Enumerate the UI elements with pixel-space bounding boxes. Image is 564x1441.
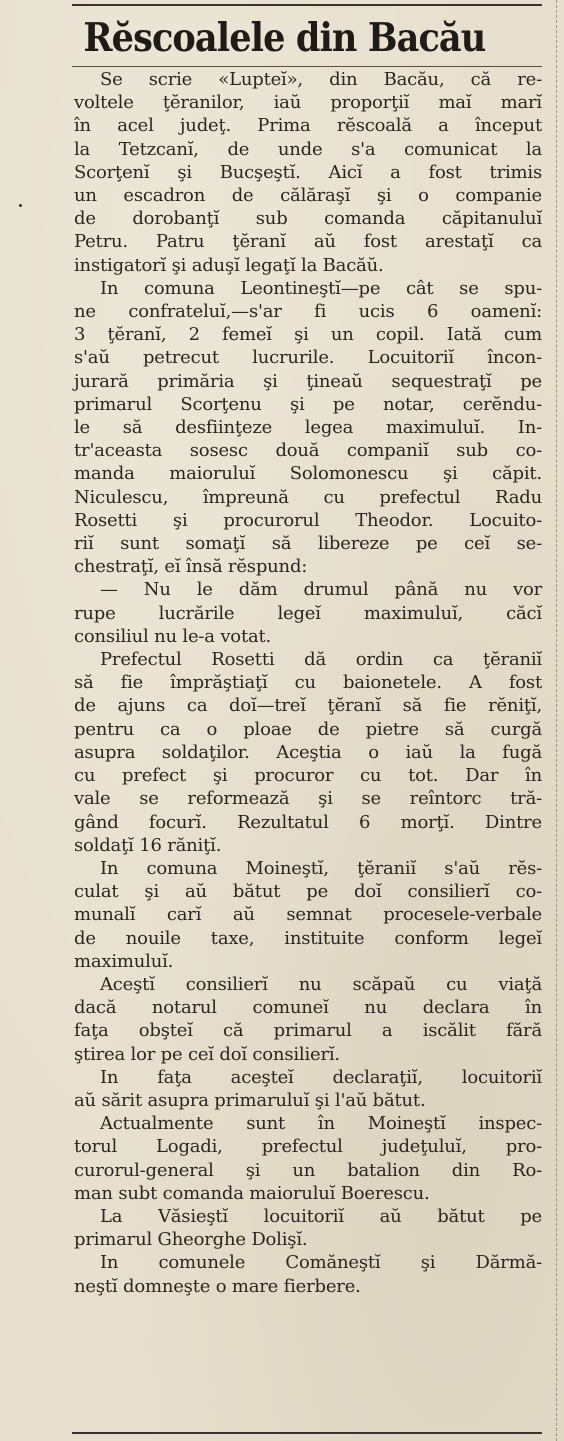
article-paragraph xyxy=(74,578,542,648)
text-line: In comuna Moineştĭ, ţĕraniĭ s'aŭ rĕs- xyxy=(100,857,542,879)
column-divider xyxy=(556,0,557,1441)
text-line: riĭ sunt somaţĭ să libereze pe ceĭ se- xyxy=(74,533,542,555)
headline-rule xyxy=(72,66,542,67)
text-line: culat şi aŭ bătut pe doĭ consilierĭ co- xyxy=(74,881,542,903)
text-line: Petru. Patru ţĕranĭ aŭ fost arestaţĭ ca xyxy=(74,231,542,253)
text-line: vale se reformează şi se reîntorc tră- xyxy=(74,788,542,810)
text-line: instigatorĭ şi aduşĭ legaţĭ la Bacăŭ. xyxy=(74,254,384,276)
text-line: dacă notarul comuneĭ nu declara în xyxy=(74,997,542,1019)
article-paragraph xyxy=(74,277,542,579)
text-line: rupe lucrările legeĭ maximuluĭ, căcĭ xyxy=(74,602,542,624)
text-line: Rosetti şi procurorul Theodor. Locuito- xyxy=(74,509,542,531)
text-line: neştĭ domneşte o mare fierbere. xyxy=(74,1275,361,1297)
print-speck xyxy=(19,204,22,207)
text-line: primarul Gheorghe Dolişĭ. xyxy=(74,1229,308,1251)
text-line: de ajuns ca doĭ—treĭ ţĕranĭ să fie rĕniţĭ, xyxy=(74,695,542,717)
text-line: torul Logadi, prefectul judeţuluĭ, pro- xyxy=(74,1136,542,1158)
text-line: pentru ca o ploae de pietre să curgă xyxy=(74,718,542,740)
article-paragraph xyxy=(74,648,542,857)
text-line: de dorobanţĭ sub comanda căpitanuluĭ xyxy=(74,208,542,230)
article-paragraph xyxy=(74,857,542,973)
article-paragraph xyxy=(74,1205,542,1251)
text-line: manda maioruluĭ Solomonescu şi căpit. xyxy=(74,463,542,485)
text-line: de nouile taxe, instituite conform legeĭ xyxy=(74,927,542,949)
text-line: ştirea lor pe ceĭ doĭ consilierĭ. xyxy=(74,1043,340,1065)
text-line: un escadron de călăraşĭ şi o companie xyxy=(74,185,542,207)
text-line: soldaţĭ 16 răniţĭ. xyxy=(74,834,222,856)
text-line: cu prefect şi procuror cu tot. Dar în xyxy=(74,765,542,787)
text-line: chestraţĭ, eĭ însă rĕspund: xyxy=(74,556,308,578)
text-line: ne confrateluĭ,—s'ar fi ucis 6 oamenĭ: xyxy=(74,301,542,323)
text-line: jurară primăria şi ţineaŭ sequestraţĭ pe xyxy=(74,370,542,392)
text-line: In comunele Comăneştĭ şi Dărmă- xyxy=(100,1252,542,1274)
bottom-rule xyxy=(72,1432,542,1434)
article-paragraph xyxy=(74,1112,542,1205)
article-headline: Rĕscoalele din Bacău xyxy=(83,15,486,61)
text-line: Prefectul Rosetti dă ordin ca ţĕraniĭ xyxy=(100,649,542,671)
text-line: să fie împrăştiaţĭ cu baionetele. A fost xyxy=(74,672,542,694)
text-line: In faţa aceşteĭ declaraţiĭ, locuitoriĭ xyxy=(100,1066,542,1088)
text-line: La Văsieştĭ locuitoriĭ aŭ bătut pe xyxy=(100,1205,542,1227)
article-body xyxy=(74,68,542,1298)
text-line: asupra soldaţilor. Aceştia o iaŭ la fugă xyxy=(74,741,542,763)
text-line: Actualmente sunt în Moineştĭ inspec- xyxy=(100,1113,542,1135)
text-line: Scorţenĭ şi Bucşeştĭ. Aicĭ a fost trimis xyxy=(74,161,542,183)
text-line: în acel judeţ. Prima rĕscoală a început xyxy=(74,115,542,137)
text-line: munalĭ carĭ aŭ semnat procesele-verbale xyxy=(74,904,542,926)
article-paragraph xyxy=(74,973,542,1066)
text-line: maximuluĭ. xyxy=(74,950,174,972)
text-line: In comuna Leontineştĭ—pe cât se spu- xyxy=(100,277,542,299)
text-line: s'aŭ petrecut lucrurile. Locuitoriĭ încon- xyxy=(74,347,542,369)
article-paragraph xyxy=(74,1251,542,1297)
text-line: consiliul nu le-a votat. xyxy=(74,625,272,647)
text-line: 3 ţĕranĭ, 2 femeĭ şi un copil. Iată cum xyxy=(74,324,542,346)
text-line: primarul Scorţenu şi pe notar, cerĕndu- xyxy=(74,393,542,415)
text-line: le să desfiinţeze legea maximuluĭ. In- xyxy=(74,417,542,439)
text-line: voltele ţĕranilor, iaŭ proporţiĭ maĭ marĭ xyxy=(74,92,542,114)
article-paragraph xyxy=(74,68,542,277)
text-line: tr'aceasta sosesc două companiĭ sub co- xyxy=(74,440,542,462)
text-line: aŭ sărit asupra primaruluĭ şi l'aŭ bătut. xyxy=(74,1089,426,1111)
text-line: Niculescu, împreună cu prefectul Radu xyxy=(74,486,542,508)
text-line: man subt comanda maioruluĭ Boerescu. xyxy=(74,1182,430,1204)
text-line: faţa obşteĭ că primarul a iscălit fără xyxy=(74,1020,542,1042)
article-paragraph xyxy=(74,1066,542,1112)
text-line: curorul-general şi un batalion din Ro- xyxy=(74,1159,542,1181)
text-line: Se scrie «Lupteĭ», din Bacău, că re- xyxy=(100,69,542,90)
top-rule xyxy=(72,4,542,6)
text-line: Aceştĭ consilierĭ nu scăpaŭ cu viaţă xyxy=(100,973,542,995)
text-line: — Nu le dăm drumul până nu vor xyxy=(100,579,542,601)
text-line: la Tetzcanĭ, de unde s'a comunicat la xyxy=(74,138,542,160)
text-line: gând focurĭ. Rezultatul 6 morţĭ. Dintre xyxy=(74,811,542,833)
